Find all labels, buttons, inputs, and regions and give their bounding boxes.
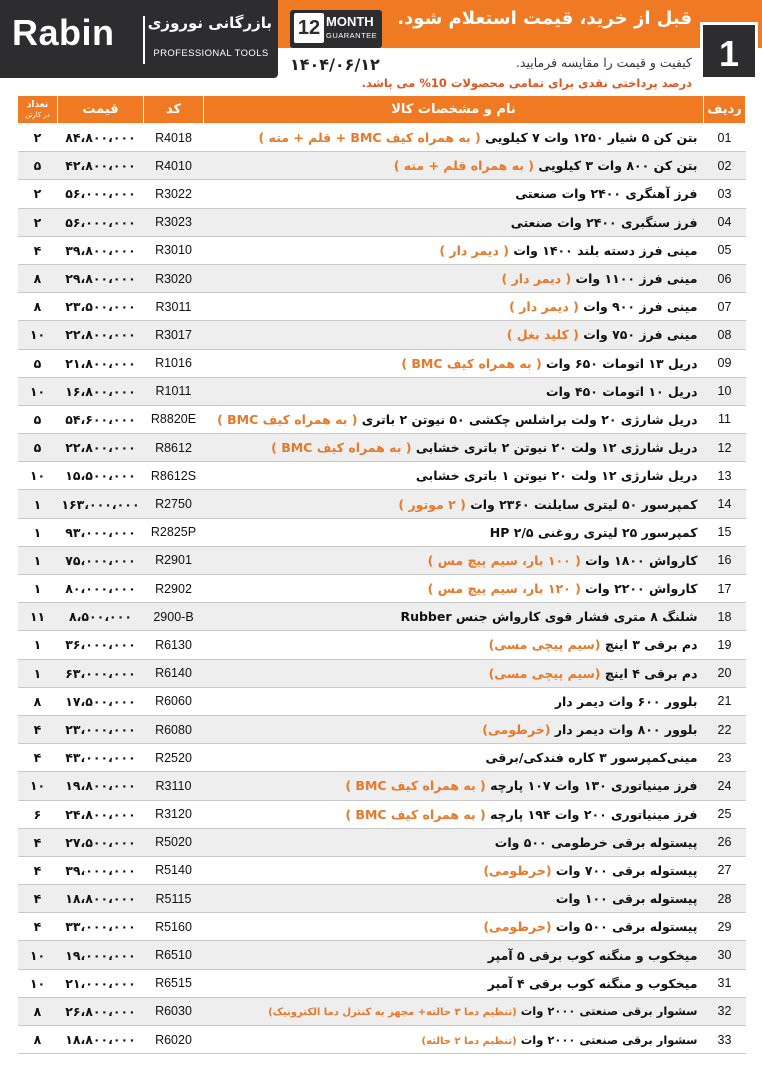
- cell-name: [204, 687, 704, 715]
- product-name: بتن کن ۸۰۰ وات ۳ کیلویی: [538, 158, 698, 174]
- product-name: مینی فرز ۱۱۰۰ وات: [575, 271, 698, 287]
- cell-qty: ۴: [18, 913, 58, 941]
- table-row: [18, 293, 746, 321]
- table-row: [18, 885, 746, 913]
- product-name: دریل شارژی ۱۲ ولت ۲۰ نیوتن ۱ باتری خشابی: [415, 468, 698, 484]
- cell-code: R3120: [144, 800, 204, 828]
- cell-row-number: 25: [704, 800, 746, 828]
- cell-row-number: 18: [704, 603, 746, 631]
- cell-qty: ۱: [18, 575, 58, 603]
- cell-qty: ۲: [18, 208, 58, 236]
- cell-qty: ۸: [18, 264, 58, 292]
- cell-code: R3023: [144, 208, 204, 236]
- cell-name: [204, 659, 704, 687]
- product-note: ( کلید بغل ): [506, 327, 579, 343]
- product-note: (خرطومی): [482, 722, 551, 738]
- cell-code: R1011: [144, 377, 204, 405]
- product-name: بتن کن ۵ شیار ۱۲۵۰ وات ۷ کیلویی: [485, 130, 698, 146]
- table-row: [18, 659, 746, 687]
- table-row: [18, 434, 746, 462]
- product-name: میخکوب و منگنه کوب برقی ۵ آمپر: [487, 947, 698, 963]
- product-name: دریل ۱۰ اتومات ۴۵۰ وات: [546, 383, 698, 399]
- product-name: پیستوله برقی ۷۰۰ وات: [555, 862, 698, 878]
- cell-price: ۵۶،۰۰۰،۰۰۰: [58, 208, 144, 236]
- date: ۱۴۰۴/۰۶/۱۲: [290, 55, 380, 74]
- product-note: ( دیمر دار ): [509, 299, 579, 315]
- cell-name: [204, 913, 704, 941]
- cell-name: [204, 885, 704, 913]
- cell-row-number: 33: [704, 1026, 746, 1054]
- table-row: [18, 1026, 746, 1054]
- cell-name: [204, 462, 704, 490]
- cell-row-number: 29: [704, 913, 746, 941]
- cell-row-number: 15: [704, 518, 746, 546]
- cell-price: ۱۸،۸۰۰،۰۰۰: [58, 1026, 144, 1054]
- cell-qty: ۱: [18, 659, 58, 687]
- cell-qty: ۴: [18, 236, 58, 264]
- product-name: پیستوله برقی خرطومی ۵۰۰ وات: [494, 834, 698, 850]
- cell-qty: ۱۱: [18, 603, 58, 631]
- cell-row-number: 03: [704, 180, 746, 208]
- cell-price: ۲۴،۸۰۰،۰۰۰: [58, 800, 144, 828]
- cell-code: R2750: [144, 490, 204, 518]
- cell-row-number: 11: [704, 405, 746, 433]
- cell-price: ۱۸،۸۰۰،۰۰۰: [58, 885, 144, 913]
- cell-code: R6060: [144, 687, 204, 715]
- table-row: [18, 772, 746, 800]
- table-row: [18, 124, 746, 152]
- header-price: قیمت: [58, 96, 144, 124]
- cell-name: [204, 715, 704, 743]
- cell-code: R3011: [144, 293, 204, 321]
- cell-code: R4010: [144, 152, 204, 180]
- product-name: دریل شارژی ۱۲ ولت ۲۰ نیوتن ۲ باتری خشابی: [415, 440, 698, 456]
- cell-qty: ۵: [18, 349, 58, 377]
- product-note: ( به همراه کیف BMC ): [345, 778, 486, 794]
- guarantee-number: 12: [294, 13, 324, 43]
- cell-name: [204, 180, 704, 208]
- product-name: مینی‌کمپرسور ۳ کاره فندکی/برقی: [485, 750, 698, 766]
- cell-row-number: 08: [704, 321, 746, 349]
- cell-qty: ۱۰: [18, 969, 58, 997]
- cell-name: [204, 800, 704, 828]
- table-row: [18, 321, 746, 349]
- cell-row-number: 23: [704, 744, 746, 772]
- table-row: [18, 997, 746, 1025]
- cell-price: ۱۶۳،۰۰۰،۰۰۰: [58, 490, 144, 518]
- table-row: [18, 405, 746, 433]
- cell-qty: ۴: [18, 856, 58, 884]
- cell-qty: ۸: [18, 687, 58, 715]
- cell-price: ۴۳،۰۰۰،۰۰۰: [58, 744, 144, 772]
- product-name: دم برقی ۴ اینچ: [604, 665, 698, 681]
- product-name: فرز مینیاتوری ۲۰۰ وات ۱۹۴ پارچه: [490, 806, 698, 822]
- cell-qty: ۴: [18, 828, 58, 856]
- table-row: [18, 969, 746, 997]
- cell-row-number: 26: [704, 828, 746, 856]
- cell-qty: ۴: [18, 885, 58, 913]
- product-note: ( به همراه کیف BMC ): [217, 411, 358, 427]
- cell-name: [204, 772, 704, 800]
- header-row: ردیف: [704, 96, 746, 124]
- table-row: [18, 518, 746, 546]
- product-name: دریل ۱۳ اتومات ۶۵۰ وات: [546, 355, 698, 371]
- cell-price: ۲۶،۸۰۰،۰۰۰: [58, 997, 144, 1025]
- cell-code: R2825P: [144, 518, 204, 546]
- cell-price: ۳۳،۰۰۰،۰۰۰: [58, 913, 144, 941]
- table-row: [18, 236, 746, 264]
- cell-row-number: 07: [704, 293, 746, 321]
- cell-row-number: 10: [704, 377, 746, 405]
- brand-logo: Rabin: [12, 12, 115, 53]
- header-qty-sub: در کارتن: [25, 110, 50, 119]
- product-name: پیستوله برقی ۱۰۰ وات: [555, 891, 698, 907]
- cell-price: ۲۱،۰۰۰،۰۰۰: [58, 969, 144, 997]
- product-name: فرز آهنگری ۲۴۰۰ وات صنعتی: [515, 186, 698, 202]
- cell-price: ۳۶،۰۰۰،۰۰۰: [58, 631, 144, 659]
- table-row: [18, 490, 746, 518]
- cell-code: R6030: [144, 997, 204, 1025]
- table-body: [18, 124, 746, 1054]
- cell-name: [204, 293, 704, 321]
- cell-price: ۴۲،۸۰۰،۰۰۰: [58, 152, 144, 180]
- cell-code: R5140: [144, 856, 204, 884]
- cell-price: ۲۲،۸۰۰،۰۰۰: [58, 321, 144, 349]
- product-name: شلنگ ۸ متری فشار قوی کارواش جنس Rubber: [400, 609, 698, 625]
- cell-price: ۱۷،۵۰۰،۰۰۰: [58, 687, 144, 715]
- cell-code: R3022: [144, 180, 204, 208]
- cell-row-number: 27: [704, 856, 746, 884]
- cell-price: ۵۶،۰۰۰،۰۰۰: [58, 180, 144, 208]
- cell-code: R4018: [144, 124, 204, 152]
- product-name: کارواش ۲۲۰۰ وات: [585, 581, 698, 597]
- product-note: (خرطومی): [483, 919, 552, 935]
- cell-row-number: 19: [704, 631, 746, 659]
- cell-price: ۱۵،۵۰۰،۰۰۰: [58, 462, 144, 490]
- cell-name: [204, 856, 704, 884]
- table-row: [18, 913, 746, 941]
- table-row: [18, 349, 746, 377]
- cell-price: ۸،۵۰۰،۰۰۰: [58, 603, 144, 631]
- table-row: [18, 152, 746, 180]
- cell-row-number: 04: [704, 208, 746, 236]
- cell-qty: ۶: [18, 800, 58, 828]
- cell-code: R6020: [144, 1026, 204, 1054]
- cell-row-number: 14: [704, 490, 746, 518]
- cell-name: [204, 631, 704, 659]
- cell-row-number: 13: [704, 462, 746, 490]
- cell-price: ۳۹،۰۰۰،۰۰۰: [58, 856, 144, 884]
- cell-code: R8820E: [144, 405, 204, 433]
- cell-price: ۲۳،۰۰۰،۰۰۰: [58, 715, 144, 743]
- table-row: [18, 575, 746, 603]
- table-row: [18, 687, 746, 715]
- cell-qty: ۱: [18, 631, 58, 659]
- table-row: [18, 800, 746, 828]
- guarantee-badge: [290, 10, 382, 48]
- table-row: [18, 631, 746, 659]
- product-note: ( ۱۰۰ بار، سیم پیچ مس ): [427, 552, 581, 568]
- cell-price: ۲۲،۸۰۰،۰۰۰: [58, 434, 144, 462]
- cell-name: [204, 124, 704, 152]
- product-name: سشوار برقی صنعتی ۲۰۰۰ وات: [520, 1032, 698, 1047]
- cell-name: [204, 546, 704, 574]
- cell-qty: ۸: [18, 293, 58, 321]
- headline: قبل از خرید، قیمت استعلام شود.: [397, 8, 692, 29]
- cell-code: R6140: [144, 659, 204, 687]
- cell-code: 2900-B: [144, 603, 204, 631]
- cell-name: [204, 405, 704, 433]
- cell-code: R2901: [144, 546, 204, 574]
- cell-name: [204, 264, 704, 292]
- product-name: دم برقی ۳ اینچ: [604, 637, 698, 653]
- cell-code: R8612: [144, 434, 204, 462]
- product-name: دریل شارژی ۲۰ ولت براشلس چکشی ۵۰ نیوتن ۲ باتری: [361, 411, 698, 427]
- header-code: کد: [144, 96, 204, 124]
- table-row: [18, 180, 746, 208]
- product-note: ( به همراه کیف BMC ): [345, 806, 486, 822]
- product-note: (خرطومی): [483, 862, 552, 878]
- product-name: میخکوب و منگنه کوب برقی ۴ آمپر: [487, 975, 698, 991]
- table-row: [18, 264, 746, 292]
- table-row: [18, 856, 746, 884]
- cell-row-number: 17: [704, 575, 746, 603]
- table-row: [18, 377, 746, 405]
- table-row: [18, 462, 746, 490]
- cell-price: ۶۳،۰۰۰،۰۰۰: [58, 659, 144, 687]
- cell-qty: ۵: [18, 152, 58, 180]
- cell-code: R6080: [144, 715, 204, 743]
- cell-qty: ۸: [18, 1026, 58, 1054]
- cell-price: ۲۷،۵۰۰،۰۰۰: [58, 828, 144, 856]
- cell-price: ۲۹،۸۰۰،۰۰۰: [58, 264, 144, 292]
- cell-qty: ۲: [18, 124, 58, 152]
- cell-code: R6515: [144, 969, 204, 997]
- cell-row-number: 06: [704, 264, 746, 292]
- cell-qty: ۱۰: [18, 321, 58, 349]
- brand-name-fa: بازرگانی نوروزی: [147, 14, 272, 32]
- product-name: کارواش ۱۸۰۰ وات: [585, 552, 698, 568]
- product-note: ( به همراه کیف BMC ): [401, 355, 542, 371]
- cell-price: ۱۹،۰۰۰،۰۰۰: [58, 941, 144, 969]
- cell-qty: ۴: [18, 744, 58, 772]
- cell-name: [204, 236, 704, 264]
- cell-row-number: 31: [704, 969, 746, 997]
- product-name: مینی فرز ۹۰۰ وات: [583, 299, 698, 315]
- page-number: 1: [700, 22, 758, 80]
- header-name: نام و مشخصات کالا: [204, 96, 704, 124]
- product-name: فرز مینیاتوری ۱۳۰ وات ۱۰۷ پارچه: [490, 778, 698, 794]
- product-note: ( دیمر دار ): [501, 271, 572, 287]
- cell-row-number: 16: [704, 546, 746, 574]
- cell-name: [204, 518, 704, 546]
- product-note: (سیم پیچی مسی): [488, 665, 601, 681]
- cell-price: ۳۹،۸۰۰،۰۰۰: [58, 236, 144, 264]
- cell-code: R3110: [144, 772, 204, 800]
- product-name: کمپرسور ۵۰ لیتری سایلنت ۲۳۶۰ وات: [470, 496, 698, 512]
- cell-row-number: 02: [704, 152, 746, 180]
- cell-qty: ۱۰: [18, 941, 58, 969]
- cell-code: R2902: [144, 575, 204, 603]
- cell-name: [204, 321, 704, 349]
- cell-qty: ۲: [18, 180, 58, 208]
- guarantee-month: MONTH: [326, 14, 374, 29]
- header-qty: [18, 96, 58, 124]
- price-table: [17, 95, 746, 1054]
- product-note: ( ۱۲۰ بار، سیم پیچ مس ): [427, 581, 581, 597]
- cell-code: R5020: [144, 828, 204, 856]
- table-row: [18, 603, 746, 631]
- table-header-row: [18, 96, 746, 124]
- subline: کیفیت و قیمت را مقایسه فرمایید.: [515, 55, 692, 70]
- cell-price: ۷۵،۰۰۰،۰۰۰: [58, 546, 144, 574]
- table-row: [18, 828, 746, 856]
- cell-code: R5115: [144, 885, 204, 913]
- table-row: [18, 941, 746, 969]
- cell-name: [204, 969, 704, 997]
- cell-code: R3020: [144, 264, 204, 292]
- cell-price: ۱۶،۸۰۰،۰۰۰: [58, 377, 144, 405]
- table-row: [18, 208, 746, 236]
- cell-code: R6510: [144, 941, 204, 969]
- cell-code: R6130: [144, 631, 204, 659]
- cell-name: [204, 941, 704, 969]
- cell-code: R3010: [144, 236, 204, 264]
- cell-qty: ۱: [18, 518, 58, 546]
- cell-qty: ۱: [18, 490, 58, 518]
- product-note: ( به همراه کیف BMC ): [271, 440, 412, 456]
- cell-row-number: 12: [704, 434, 746, 462]
- header-qty-label: تعداد: [26, 99, 49, 110]
- cell-price: ۱۹،۸۰۰،۰۰۰: [58, 772, 144, 800]
- cell-code: R1016: [144, 349, 204, 377]
- product-note: ( ۲ موتور ): [398, 496, 466, 512]
- cell-name: [204, 1026, 704, 1054]
- cell-qty: ۵: [18, 434, 58, 462]
- table-row: [18, 546, 746, 574]
- product-name: بلوور ۶۰۰ وات دیمر دار: [554, 693, 698, 709]
- cell-code: R8612S: [144, 462, 204, 490]
- cell-qty: ۱۰: [18, 377, 58, 405]
- cell-row-number: 05: [704, 236, 746, 264]
- cell-name: [204, 349, 704, 377]
- product-name: فرز سنگبری ۲۴۰۰ وات صنعتی: [510, 214, 698, 230]
- product-note: (سیم پیچی مسی): [488, 637, 601, 653]
- product-name: مینی فرز ۷۵۰ وات: [583, 327, 698, 343]
- product-note: ( به همراه قلم + مته ): [393, 158, 534, 174]
- guarantee-label: GUARANTEE: [326, 31, 378, 40]
- product-name: بلوور ۸۰۰ وات دیمر دار: [554, 722, 698, 738]
- product-note: ( به همراه کیف BMC + قلم + مته ): [258, 130, 481, 146]
- cell-name: [204, 208, 704, 236]
- product-name: کمپرسور ۲۵ لیتری روغنی HP ۲/۵: [489, 524, 698, 540]
- cell-price: ۸۰،۰۰۰،۰۰۰: [58, 575, 144, 603]
- cell-price: ۵۴،۶۰۰،۰۰۰: [58, 405, 144, 433]
- product-note: ( دیمر دار ): [439, 242, 509, 258]
- cell-code: R2520: [144, 744, 204, 772]
- cell-price: ۹۳،۰۰۰،۰۰۰: [58, 518, 144, 546]
- cell-row-number: 09: [704, 349, 746, 377]
- cell-price: ۸۴،۸۰۰،۰۰۰: [58, 124, 144, 152]
- cell-name: [204, 434, 704, 462]
- cell-name: [204, 152, 704, 180]
- product-name: مینی فرز دسته بلند ۱۴۰۰ وات: [513, 242, 698, 258]
- cell-name: [204, 575, 704, 603]
- cell-qty: ۱۰: [18, 462, 58, 490]
- brand-divider: [143, 16, 145, 64]
- cell-row-number: 30: [704, 941, 746, 969]
- product-name: سشوار برقی صنعتی ۲۰۰۰ وات: [520, 1004, 698, 1019]
- table-row: [18, 744, 746, 772]
- cell-qty: ۱: [18, 546, 58, 574]
- product-note: (تنظیم دما ۲ حالته): [421, 1035, 517, 1047]
- cell-row-number: 24: [704, 772, 746, 800]
- cell-row-number: 32: [704, 997, 746, 1025]
- cell-qty: ۵: [18, 405, 58, 433]
- cell-code: R3017: [144, 321, 204, 349]
- cell-name: [204, 490, 704, 518]
- cell-name: [204, 997, 704, 1025]
- cell-row-number: 28: [704, 885, 746, 913]
- product-name: پیستوله برقی ۵۰۰ وات: [555, 919, 698, 935]
- cell-row-number: 20: [704, 659, 746, 687]
- cell-qty: ۸: [18, 997, 58, 1025]
- price-list-header: [0, 0, 762, 98]
- table-row: [18, 715, 746, 743]
- cell-name: [204, 828, 704, 856]
- cell-name: [204, 744, 704, 772]
- product-note: (تنظیم دما ۳ حالته+ مجهز به کنترل دما الکترونیک): [268, 1007, 517, 1019]
- cell-name: [204, 603, 704, 631]
- cell-row-number: 22: [704, 715, 746, 743]
- cell-name: [204, 377, 704, 405]
- cell-qty: ۱۰: [18, 772, 58, 800]
- brand-logo-block: [0, 0, 278, 78]
- brand-tagline: PROFESSIONAL TOOLS: [153, 48, 269, 59]
- cell-code: R5160: [144, 913, 204, 941]
- cell-row-number: 01: [704, 124, 746, 152]
- cell-row-number: 21: [704, 687, 746, 715]
- discount-note: درصد پرداختی نقدی برای تمامی محصولات 10% می باشد.: [361, 76, 692, 90]
- cell-price: ۲۱،۸۰۰،۰۰۰: [58, 349, 144, 377]
- cell-qty: ۴: [18, 715, 58, 743]
- cell-price: ۲۳،۵۰۰،۰۰۰: [58, 293, 144, 321]
